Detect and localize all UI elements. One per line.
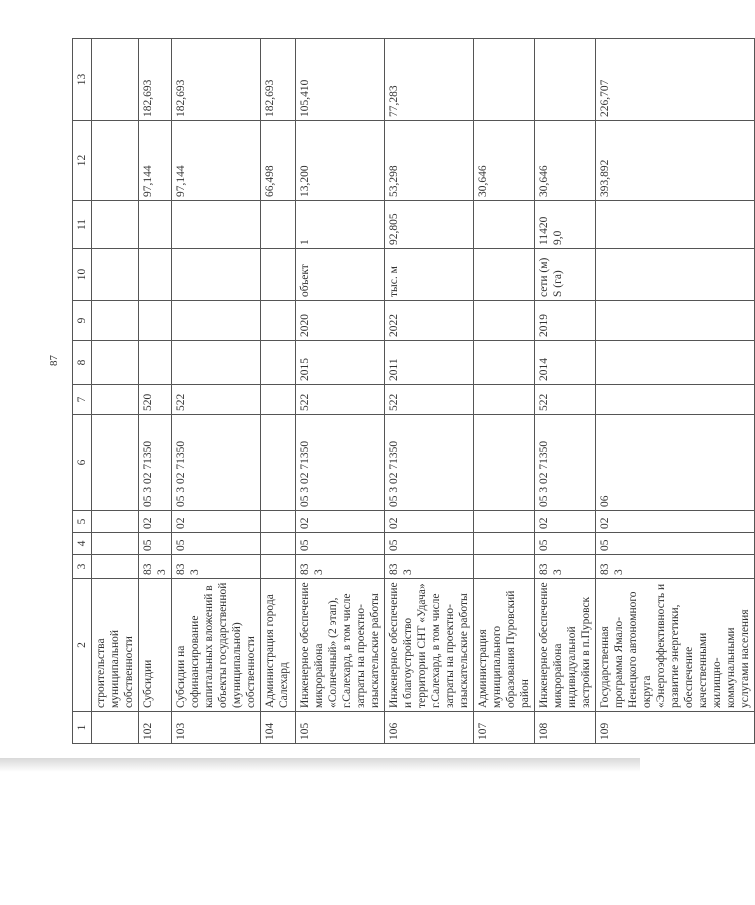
table-cell (261, 385, 296, 415)
table-cell (92, 301, 139, 341)
table-cell: 522 (535, 385, 596, 415)
column-header: 4 (73, 533, 92, 555)
table-row (92, 39, 139, 744)
table-cell: 182,693 (172, 39, 261, 121)
table-cell (92, 341, 139, 385)
table-cell (92, 511, 139, 533)
table-cell (474, 201, 535, 249)
table-cell (92, 555, 139, 579)
table-row (139, 39, 172, 744)
table-cell (172, 341, 261, 385)
table-cell (261, 555, 296, 579)
table-cell: 05 (535, 533, 596, 555)
table-cell: 05 (172, 533, 261, 555)
table-cell: 06 (596, 415, 755, 511)
table-cell: 833 (296, 555, 385, 579)
table-cell: 02 (172, 511, 261, 533)
table-cell (261, 415, 296, 511)
table-cell: 522 (296, 385, 385, 415)
table-cell: Инженерное обеспечение микрорайона «Солнечный» (2 этап), г.Салехард, в том числе затраты на проектно-изыскательские работы (296, 579, 385, 712)
table-cell: Государственная программа Ямало-Ненецкого автономного округа «Энергоэффективность и развитие энергетики, обеспечение качественными жилищно-коммунальными услугами населения (596, 579, 755, 712)
table-cell: 1 (296, 201, 385, 249)
table-cell: 2022 (385, 301, 474, 341)
column-header: 6 (73, 415, 92, 511)
table-cell: 833 (385, 555, 474, 579)
table-cell: 97,144 (172, 121, 261, 201)
table-cell: 30,646 (535, 121, 596, 201)
table-cell (474, 341, 535, 385)
table-cell: 53,298 (385, 121, 474, 201)
column-header: 2 (73, 579, 92, 712)
table-cell (92, 39, 139, 121)
table-row (474, 39, 535, 744)
table-cell (474, 555, 535, 579)
table-cell (261, 533, 296, 555)
scan-edge-shadow (0, 758, 640, 772)
table-cell: 833 (172, 555, 261, 579)
table-row (172, 39, 261, 744)
table-cell: 103 (172, 712, 261, 744)
table-cell: Администрация муниципального образования Пуровский район (474, 579, 535, 712)
table-cell (92, 249, 139, 301)
table-cell: 05 3 02 71350 (172, 415, 261, 511)
table-cell (92, 712, 139, 744)
table-cell: 2015 (296, 341, 385, 385)
table-cell (596, 385, 755, 415)
table-row (535, 39, 596, 744)
table-cell: 2014 (535, 341, 596, 385)
table-cell: Инженерное обеспечение и благоустройство территории СНТ «Удача» г.Салехард, в том числе затраты на проектно-изыскательские работы (385, 579, 474, 712)
table-cell: 11420 9,0 (535, 201, 596, 249)
table-cell: 30,646 (474, 121, 535, 201)
table-cell (261, 511, 296, 533)
table-cell: 109 (596, 712, 755, 744)
table-cell (139, 201, 172, 249)
table-cell: строительства муниципальной собственности (92, 579, 139, 712)
table-cell: Администрация города Салехард (261, 579, 296, 712)
table-cell: 833 (596, 555, 755, 579)
column-header: 10 (73, 249, 92, 301)
table-cell: 833 (139, 555, 172, 579)
table-header-row (73, 39, 92, 744)
table-cell (261, 301, 296, 341)
table-cell: 2011 (385, 341, 474, 385)
table-cell (172, 249, 261, 301)
column-header: 5 (73, 511, 92, 533)
table-row (296, 39, 385, 744)
table-cell (474, 511, 535, 533)
table-cell (474, 415, 535, 511)
table-cell: 2019 (535, 301, 596, 341)
column-header: 11 (73, 201, 92, 249)
table-cell: 05 (385, 533, 474, 555)
table-cell (596, 201, 755, 249)
table-cell: 02 (596, 511, 755, 533)
table-cell: Субсидии (139, 579, 172, 712)
table-cell (261, 341, 296, 385)
table-cell: 66,498 (261, 121, 296, 201)
table-cell: 05 (139, 533, 172, 555)
table-cell (139, 301, 172, 341)
table-row (385, 39, 474, 744)
table-cell: 182,693 (139, 39, 172, 121)
table-cell (139, 249, 172, 301)
page-number: 87 (48, 355, 60, 366)
table-cell (261, 249, 296, 301)
table-cell: сети (м) S (га) (535, 249, 596, 301)
table-cell: 108 (535, 712, 596, 744)
table-cell: 520 (139, 385, 172, 415)
table-cell: объект (296, 249, 385, 301)
table-cell: 02 (296, 511, 385, 533)
table-cell (92, 533, 139, 555)
column-header: 13 (73, 39, 92, 121)
table-cell (474, 39, 535, 121)
table-row (261, 39, 296, 744)
table-cell (139, 341, 172, 385)
table-cell: 05 3 02 71350 (296, 415, 385, 511)
column-header: 1 (73, 712, 92, 744)
table-cell: 833 (535, 555, 596, 579)
table-cell (596, 249, 755, 301)
column-header: 3 (73, 555, 92, 579)
budget-table (72, 38, 755, 744)
table-cell: 106 (385, 712, 474, 744)
table-cell: 97,144 (139, 121, 172, 201)
table-cell (474, 301, 535, 341)
table-cell: 102 (139, 712, 172, 744)
column-header: 9 (73, 301, 92, 341)
table-cell (261, 201, 296, 249)
column-header: 7 (73, 385, 92, 415)
table-cell (92, 385, 139, 415)
table-cell: 107 (474, 712, 535, 744)
table-cell (474, 249, 535, 301)
table-cell (92, 121, 139, 201)
table-cell (172, 201, 261, 249)
table-cell: 104 (261, 712, 296, 744)
table-cell: 05 3 02 71350 (535, 415, 596, 511)
table-cell (92, 415, 139, 511)
table-cell: 522 (385, 385, 474, 415)
table-cell: 105 (296, 712, 385, 744)
table-cell: 105,410 (296, 39, 385, 121)
table-cell: 182,693 (261, 39, 296, 121)
table-cell: 05 (296, 533, 385, 555)
table-cell (596, 301, 755, 341)
table-cell: 02 (139, 511, 172, 533)
table-cell: 226,707 (596, 39, 755, 121)
table-cell (474, 533, 535, 555)
table-row (596, 39, 755, 744)
table-cell: 522 (172, 385, 261, 415)
column-header: 8 (73, 341, 92, 385)
table-cell: 2020 (296, 301, 385, 341)
table-cell (535, 39, 596, 121)
table-cell: 05 (596, 533, 755, 555)
table-cell: 02 (535, 511, 596, 533)
table-cell (474, 385, 535, 415)
table-cell: 05 3 02 71350 (139, 415, 172, 511)
table-cell (172, 301, 261, 341)
table-cell: 393,892 (596, 121, 755, 201)
table-cell: 77,283 (385, 39, 474, 121)
table-cell: тыс. м (385, 249, 474, 301)
table-cell: 02 (385, 511, 474, 533)
table-cell: 13,200 (296, 121, 385, 201)
table-cell (92, 201, 139, 249)
column-header: 12 (73, 121, 92, 201)
table-cell: 92,805 (385, 201, 474, 249)
rotated-table-container (72, 39, 751, 744)
table-cell (596, 341, 755, 385)
table-cell: 05 3 02 71350 (385, 415, 474, 511)
table-cell: Инженерное обеспечение микрорайона индивидуальной застройки в п.Пуровск (535, 579, 596, 712)
table-cell: Субсидии на софинансирование капитальных вложений в объекты государственной (муниципальной) собственности (172, 579, 261, 712)
